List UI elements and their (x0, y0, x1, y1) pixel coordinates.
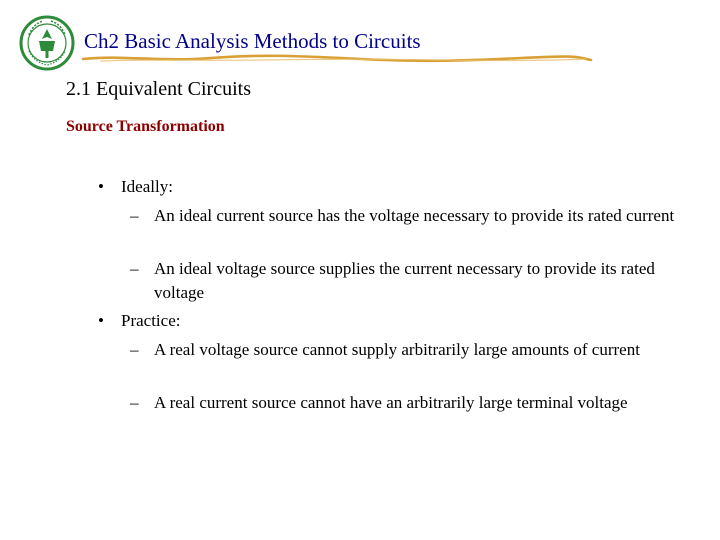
list-item: An ideal voltage source supplies the current necessary to provide its rated voltage (154, 259, 655, 302)
dash-marker: – (130, 393, 139, 412)
list-item: A real current source cannot have an arbitrarily large terminal voltage (154, 393, 628, 412)
university-seal-icon (19, 15, 75, 71)
bullet-label-ideally: Ideally: (121, 177, 173, 196)
dash-marker: – (130, 340, 139, 359)
section-title: 2.1 Equivalent Circuits (66, 78, 251, 100)
header-divider (81, 53, 593, 65)
list-item: An ideal current source has the voltage necessary to provide its rated current (154, 206, 675, 225)
dash-marker: – (130, 259, 139, 278)
dash-marker: – (130, 206, 139, 225)
bullet-marker: • (98, 177, 104, 196)
subsection-title: Source Transformation (66, 118, 225, 135)
page-title: Ch2 Basic Analysis Methods to Circuits (84, 29, 421, 53)
bullet-marker: • (98, 311, 104, 330)
bullet-label-practice: Practice: (121, 311, 181, 330)
list-item: A real voltage source cannot supply arbitrarily large amounts of current (154, 340, 640, 359)
